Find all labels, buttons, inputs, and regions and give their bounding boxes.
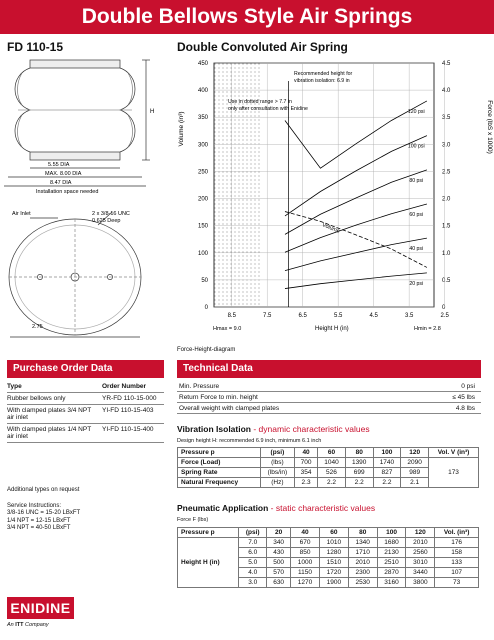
value-cell: 1010 [319, 538, 348, 548]
value-cell: 1900 [319, 578, 348, 588]
value-cell: 2.2 [373, 478, 401, 488]
value-cell: 3160 [377, 578, 406, 588]
technical-table [177, 381, 481, 414]
x-tick-label: 8.5 [227, 313, 236, 319]
annotation-recommended: Recommended height for vibration isolation: 6.9 in [294, 71, 353, 84]
value-cell: 2.2 [345, 478, 373, 488]
value-cell: 570 [267, 568, 291, 578]
type-cell: With clamped plates 1/4 NPT air inlet [7, 424, 99, 443]
thread-depth-label: 0.625 Deep [92, 218, 121, 224]
x-axis-label: Height H (in) [315, 326, 349, 332]
value-cell: 2300 [348, 568, 377, 578]
pneumatic-note: - static characteristic values [268, 503, 376, 513]
value-cell: 2090 [401, 458, 429, 468]
force-curve-80-psi [285, 170, 427, 235]
purchase-table [7, 381, 164, 443]
series-label: 100 psi [407, 143, 425, 150]
series-label: 20 psi [409, 280, 424, 287]
y2-tick-label: 2.0 [442, 196, 451, 203]
header-cell: 40 [295, 448, 318, 458]
order-cell: YI-FD 110-15-400 [99, 424, 164, 443]
series-label: 40 psi [409, 246, 424, 253]
y-tick-label: 150 [197, 223, 208, 230]
y2-tick-label: 0 [442, 305, 446, 311]
series-label: 120 psi [407, 108, 425, 115]
col-order: Order Number [99, 381, 164, 393]
order-cell: YI-FD 110-15-403 [99, 405, 164, 424]
y2-tick-label: 4.0 [442, 88, 451, 95]
force-curve-60-psi [285, 204, 427, 252]
table-row [177, 392, 481, 403]
dia-label-1: 5.55 DIA [48, 162, 70, 168]
header-cell: 120 [401, 448, 429, 458]
row-label: Height H (in) [178, 538, 239, 588]
header-cell: 80 [345, 448, 373, 458]
value-cell: 2870 [377, 568, 406, 578]
vibration-heading [177, 424, 370, 434]
tech-label: Return Force to min. height [177, 392, 412, 403]
header-cell: Pressure p [178, 448, 261, 458]
x-tick-label: 4.5 [369, 313, 378, 319]
value-cell: 850 [291, 548, 320, 558]
value-cell: 1390 [345, 458, 373, 468]
value-cell: 430 [267, 548, 291, 558]
height-cell: 4.0 [239, 568, 267, 578]
row-unit: (lbs) [260, 458, 294, 468]
value-cell: 1270 [291, 578, 320, 588]
height-cell: 6.0 [239, 548, 267, 558]
volume-curve [285, 212, 427, 268]
value-cell: 1150 [291, 568, 320, 578]
y-tick-label: 50 [201, 277, 208, 284]
vibration-table [177, 447, 479, 488]
value-cell: 630 [267, 578, 291, 588]
header-cell: Vol. (in³) [435, 528, 479, 538]
value-cell: 2130 [377, 548, 406, 558]
value-cell: 670 [291, 538, 320, 548]
force-height-chart [170, 55, 494, 345]
header-cell: 60 [318, 448, 346, 458]
value-cell: 2010 [406, 538, 435, 548]
order-cell: YR-FD 110-15-000 [99, 393, 164, 405]
value-cell: 3010 [406, 558, 435, 568]
dia-label-2: MAX. 8.00 DIA [45, 171, 82, 177]
y-tick-label: 400 [197, 88, 208, 95]
force-curve-20-psi [285, 273, 427, 289]
y-tick-label: 0 [204, 305, 208, 311]
dia-label-3: 8.47 DIA [50, 180, 72, 186]
logo-sub-c: Company [23, 622, 49, 628]
value-cell: 1000 [291, 558, 320, 568]
value-cell: 1510 [319, 558, 348, 568]
header-cell: 60 [319, 528, 348, 538]
row-label: Natural Frequency [178, 478, 261, 488]
annotation-dotted: Use in dotted range > 7.7 in only after consultation with Enidine [228, 99, 308, 112]
x-max-label: Hmax = 9.0 [213, 326, 242, 332]
value-cell: 2530 [348, 578, 377, 588]
header-cell: 100 [377, 528, 406, 538]
height-cell: 7.0 [239, 538, 267, 548]
value-cell: 133 [435, 558, 479, 568]
value-cell: 340 [267, 538, 291, 548]
value-cell: 1720 [319, 568, 348, 578]
note-torque-2: 1/4 NPT = 12-15 LBxFT [7, 517, 71, 524]
row-label: Spring Rate [178, 468, 261, 478]
install-space-label: Installation space needed [36, 189, 99, 195]
pneumatic-title: Pneumatic Application [177, 503, 269, 513]
note-service-heading: Service Instructions: [7, 502, 62, 509]
y-tick-label: 200 [197, 196, 208, 203]
y-axis-label: Volume (in³) [178, 111, 185, 147]
note-torque-1: 3/8-16 UNC = 15-20 LBxFT [7, 510, 81, 516]
y-tick-label: 250 [197, 169, 208, 176]
table-row [178, 458, 479, 468]
value-cell: 827 [373, 468, 401, 478]
header-cell: 40 [291, 528, 320, 538]
value-cell: 354 [295, 468, 318, 478]
enidine-logo: ENIDINE [7, 597, 74, 619]
series-label: 60 psi [409, 211, 424, 218]
table-row [7, 405, 164, 424]
header-cell: 80 [348, 528, 377, 538]
row-unit: (lbs/in) [260, 468, 294, 478]
tech-value: 0 psi [412, 381, 481, 392]
x-tick-label: 2.5 [440, 313, 449, 319]
series-label: 80 psi [409, 177, 424, 184]
height-cell: 5.0 [239, 558, 267, 568]
tech-label: Min. Pressure [177, 381, 412, 392]
height-dim-label: H [150, 109, 155, 115]
force-note: Force F (lbs) [177, 517, 209, 523]
value-cell: 3800 [406, 578, 435, 588]
value-cell: 107 [435, 568, 479, 578]
y2-tick-label: 1.0 [442, 250, 451, 257]
height-cell: 3.0 [239, 578, 267, 588]
logo-sub-b: ITT [15, 622, 24, 628]
model-number: FD 110-15 [7, 40, 64, 54]
technical-heading: Technical Data [177, 360, 481, 378]
header-cell: Pressure p [178, 528, 239, 538]
product-subtitle: Double Convoluted Air Spring [177, 40, 348, 54]
header-cell: 120 [406, 528, 435, 538]
value-cell: 989 [401, 468, 429, 478]
value-cell: 500 [267, 558, 291, 568]
force-curve-40-psi [285, 238, 427, 271]
value-cell: 2010 [348, 558, 377, 568]
tech-value: 4.8 lbs [412, 403, 481, 414]
table-row [177, 381, 481, 392]
value-cell: 526 [318, 468, 346, 478]
y2-tick-label: 4.5 [442, 61, 451, 67]
row-label: Force (Load) [178, 458, 261, 468]
x-tick-label: 6.5 [298, 313, 307, 319]
value-cell: 699 [345, 468, 373, 478]
value-cell: 1280 [319, 548, 348, 558]
tech-label: Overall weight with clamped plates [177, 403, 412, 414]
pneumatic-table [177, 527, 479, 588]
x-min-label: Hmin = 2.8 [414, 326, 441, 332]
value-cell: 1040 [318, 458, 346, 468]
value-cell: 1740 [373, 458, 401, 468]
value-cell: 2510 [377, 558, 406, 568]
y-tick-label: 100 [197, 250, 208, 257]
table-row [178, 538, 479, 548]
table-row [7, 424, 164, 443]
volume-cell: 173 [429, 458, 479, 488]
y2-axis-label: Force (lbS x 1000) [486, 100, 493, 154]
y2-tick-label: 2.5 [442, 169, 451, 176]
pneumatic-heading [177, 503, 375, 513]
table-row [177, 403, 481, 414]
value-cell: 700 [295, 458, 318, 468]
y-tick-label: 300 [197, 142, 208, 149]
header-cell: 100 [373, 448, 401, 458]
value-cell: 158 [435, 548, 479, 558]
technical-drawing [0, 55, 175, 345]
header-cell: (psi) [260, 448, 294, 458]
header-cell: Vol. V (in³) [429, 448, 479, 458]
force-curve-100-psi [285, 136, 427, 216]
x-tick-label: 3.5 [404, 313, 414, 319]
table-row [7, 393, 164, 405]
value-cell: 2.2 [318, 478, 346, 488]
value-cell: 2560 [406, 548, 435, 558]
x-tick-label: 7.5 [263, 313, 272, 319]
y2-tick-label: 3.0 [442, 142, 451, 149]
tech-value: ≤ 45 lbs [412, 392, 481, 403]
y2-tick-label: 0.5 [442, 277, 451, 284]
y-tick-label: 350 [197, 115, 208, 122]
value-cell: 2.1 [401, 478, 429, 488]
header-cell: 20 [267, 528, 291, 538]
value-cell: 2.3 [295, 478, 318, 488]
value-cell: 1680 [377, 538, 406, 548]
col-type: Type [7, 381, 99, 393]
y2-tick-label: 3.5 [442, 115, 451, 122]
air-inlet-label: Air Inlet [12, 211, 31, 217]
chart-caption: Force-Height-diagram [177, 347, 236, 353]
vibration-note: - dynamic characteristic values [251, 424, 370, 434]
value-cell: 1710 [348, 548, 377, 558]
header-cell: (psi) [239, 528, 267, 538]
logo-subtitle [7, 622, 49, 628]
volume-curve-label: Volume [321, 222, 341, 235]
logo-sub-a: An [7, 622, 16, 628]
value-cell: 1340 [348, 538, 377, 548]
row-unit: (Hz) [260, 478, 294, 488]
value-cell: 176 [435, 538, 479, 548]
bottom-dim-label: 2.75 [32, 324, 43, 330]
value-cell: 3440 [406, 568, 435, 578]
type-cell: With clamped plates 3/4 NPT air inlet [7, 405, 99, 424]
vibration-title: Vibration Isolation [177, 424, 251, 434]
value-cell: 73 [435, 578, 479, 588]
thread-label: 2 x 3/8-16 UNC [92, 211, 130, 217]
type-cell: Rubber bellows only [7, 393, 99, 405]
design-height-note: Design height H: recommended 6.9 inch, minimum 6.1 inch [177, 438, 322, 444]
y-tick-label: 450 [197, 61, 208, 67]
note-torque-3: 3/4 NPT = 40-50 LBxFT [7, 525, 71, 531]
y2-tick-label: 1.5 [442, 223, 451, 230]
service-notes [7, 487, 80, 533]
purchase-heading: Purchase Order Data [7, 360, 164, 378]
page-title-banner: Double Bellows Style Air Springs [0, 0, 494, 34]
note-additional: Additional types on request [7, 487, 80, 493]
x-tick-label: 5.5 [334, 313, 343, 319]
